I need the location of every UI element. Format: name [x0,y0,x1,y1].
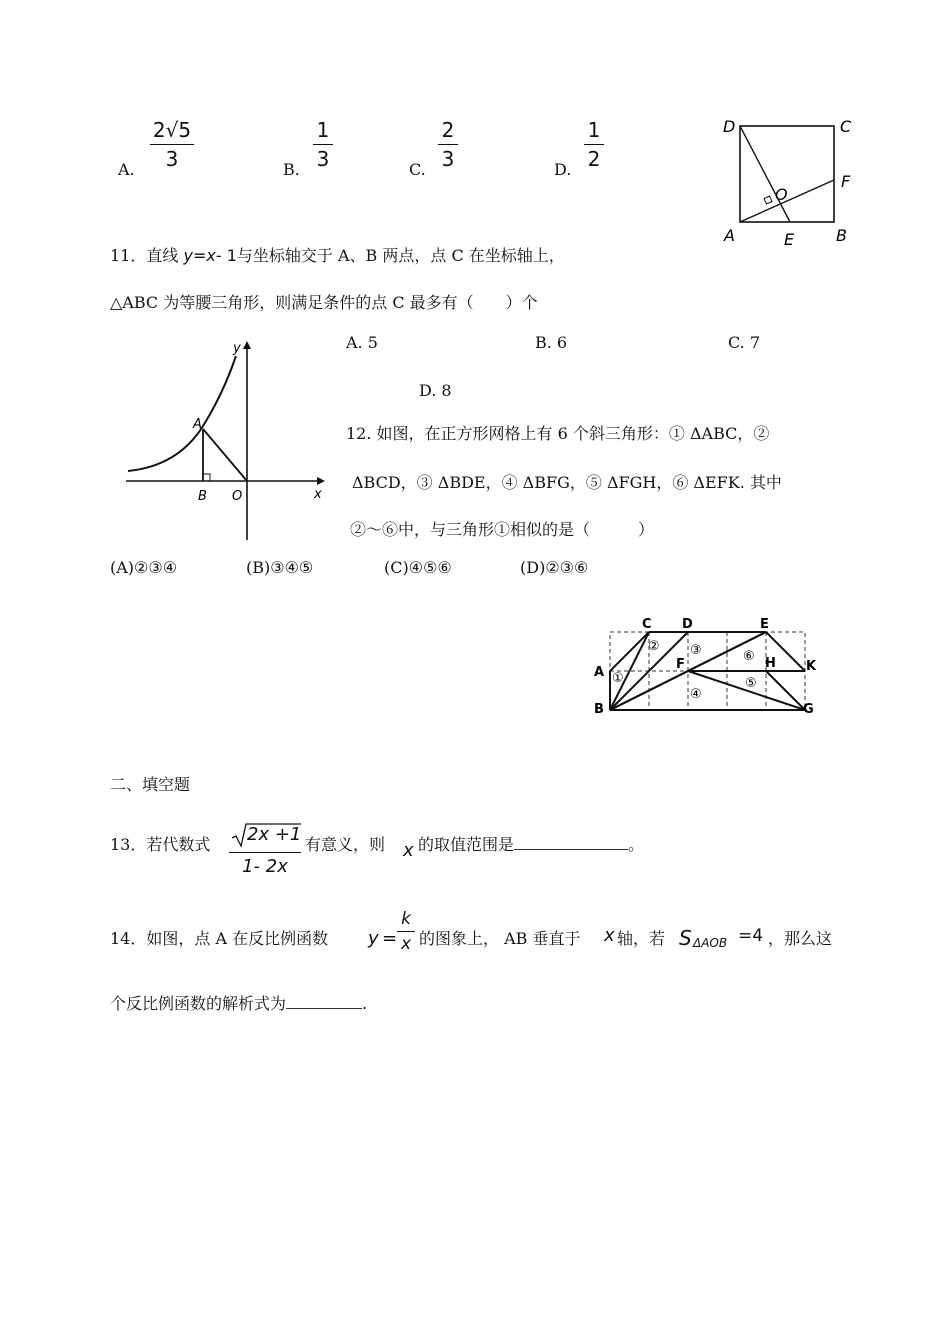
q11-option-a: A. 5 [346,333,378,352]
q14-mid2: 轴，若 [617,929,666,948]
q13-var: x [403,840,414,861]
segment-ao [203,429,247,481]
q10-option-d-fraction [584,118,604,171]
fraction-denominator: 3 [438,144,458,171]
q13-pre: 13．若代数式 [110,835,211,854]
label-y: y [233,341,241,356]
q14-area-value: =4 [738,926,764,946]
q11-option-c: C. 7 [728,333,761,352]
right-angle-marker [203,474,210,481]
right-angle-marker [764,196,772,204]
q14-y: y [368,928,379,949]
square-abcd [740,126,834,222]
q11-eq-x: x [206,246,216,265]
q12-option-c: (C)④⑤⑥ [384,558,452,577]
q10-option-a-label: A. [118,160,135,179]
q11-eq-y: y [183,246,193,265]
answer-blank[interactable] [514,849,628,850]
label-b: B [594,702,604,717]
q11-eq-rest: - 1 [215,246,237,265]
label-g: G [803,702,814,717]
q14-line1 [110,926,328,949]
label-h: H [765,656,776,671]
q11-eq-sign: = [192,246,207,265]
label-a: A [724,226,735,245]
label-c: C [642,617,652,632]
q10-option-c-fraction [438,118,458,171]
q10-option-b-fraction [313,118,333,171]
q12-line1: 12. 如图，在正方形网格上有 6 个斜三角形：① ΔABC，② [346,424,770,443]
fraction-numerator: 2 [441,118,455,142]
q11-line1 [110,243,565,266]
fraction-numerator: 1 [587,118,601,142]
q11-post: 与坐标轴交于 A、B 两点，点 C 在坐标轴上， [236,246,565,265]
label-a: A [193,417,202,432]
x-axis-arrow [317,477,325,485]
fraction-denominator: 2 [584,144,604,171]
hyperbola-curve [128,356,236,471]
q12-line2: ΔBCD，③ ΔBDE，④ ΔBFG，⑤ ΔFGH，⑥ ΔEFK. 其中 [352,473,782,492]
section-title: 二、填空题 [110,775,191,794]
label-b: B [198,489,207,504]
q13-denominator: 1- 2x [242,856,288,877]
triangle-3-marker: ③ [690,643,702,658]
label-a: A [594,665,605,680]
label-x: x [314,487,322,502]
q11-line2: △ABC 为等腰三角形，则满足条件的点 C 最多有（ ）个 [110,293,538,312]
fraction-numerator: 2√5 [152,118,192,142]
q14-pre: 14．如图，点 A 在反比例函数 [110,929,329,948]
triangle-4-marker: ④ [690,687,702,702]
label-e: E [784,230,795,249]
q11-pre: 直线 [146,246,179,265]
fraction-denominator: 3 [150,144,194,171]
label-d: D [723,117,736,136]
q14-post: ，那么这 [768,929,833,948]
label-b: B [836,226,847,245]
q13-mid: 有意义，则 [305,835,386,854]
q14-line2 [110,991,367,1014]
label-k: K [806,659,817,674]
grid-figure [590,612,830,720]
q12-option-a: (A)②③④ [110,558,178,577]
label-o: O [775,185,788,204]
q13-post [418,832,644,855]
answer-blank[interactable] [286,1008,362,1009]
q14-end: . [362,994,368,1013]
fraction-denominator: 3 [313,144,333,171]
label-d: D [682,617,693,632]
square-figure [718,110,868,250]
q14-area-symbol: S [679,926,692,950]
fraction-numerator: k [401,909,411,929]
q12-option-b: (B)③④⑤ [246,558,314,577]
q14-x: x [604,925,615,946]
triangle-1-marker: ① [612,671,624,686]
q13-post-text: 的取值范围是 [418,835,515,854]
q12-line3: ②～⑥中，与三角形①相似的是（ ） [350,520,655,539]
label-e: E [760,617,769,632]
q14-mid: 的图象上， AB 垂直于 [419,929,581,948]
q11-number: 11． [110,246,147,265]
q10-option-d-label: D. [554,160,572,179]
label-f: F [841,172,851,191]
q14-eq: = [382,928,398,949]
triangle-6-marker: ⑥ [743,649,755,664]
curve-figure [118,336,338,546]
label-o: O [232,489,243,504]
q14-fraction [397,909,415,954]
fraction-denominator: x [397,931,415,954]
triangle-2-marker: ② [648,639,660,654]
q11-option-b: B. 6 [535,333,568,352]
q12-option-d: (D)②③⑥ [520,558,589,577]
label-c: C [840,117,852,136]
segment-de [740,126,790,222]
triangle-5-marker: ⑤ [745,676,757,691]
q10-option-b-label: B. [283,160,300,179]
y-axis-arrow [243,341,251,349]
q13-fraction [229,820,301,877]
q11-option-d: D. 8 [419,381,452,400]
q13-end: 。 [628,835,645,854]
q10-option-c-label: C. [409,160,426,179]
q13-radicand: 2x +1 [247,824,302,845]
q14-line2-text: 个反比例函数的解析式为 [110,994,287,1013]
fraction-numerator: 1 [316,118,330,142]
q14-area-subscript: ΔAOB [693,936,728,950]
q10-option-a-fraction [150,118,194,171]
label-f: F [676,657,685,672]
